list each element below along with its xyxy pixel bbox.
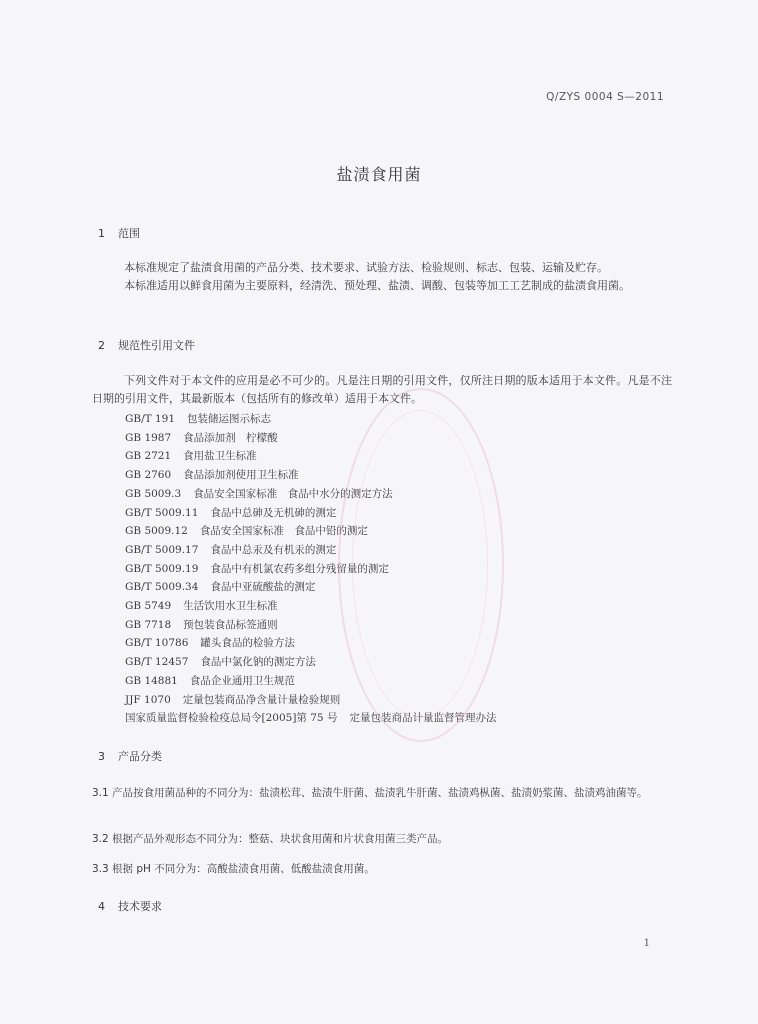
reference-title: 定量包装商品计量监督管理办法 — [349, 712, 497, 725]
clause-text: 根据产品外观形态不同分为：整菇、块状食用菌和片状食用菌三类产品。 — [112, 833, 449, 845]
reference-code: GB/T 5009.17 — [125, 543, 199, 556]
reference-code: GB 2760 — [125, 469, 172, 482]
reference-code: 国家质量监督检验检疫总局令[2005]第 75 号 — [125, 712, 338, 725]
reference-title: 食品中氯化钠的测定方法 — [200, 656, 316, 669]
clause-3-3 — [92, 860, 672, 878]
seal-stamp-inner — [352, 410, 488, 718]
section-1-heading — [98, 225, 140, 241]
reference-code: GB 5009.12 — [125, 525, 188, 538]
reference-title: 食用盐卫生标准 — [183, 450, 257, 463]
reference-title: 包装储运图示标志 — [187, 413, 272, 425]
reference-title: 食品添加剂 柠檬酸 — [183, 431, 278, 444]
document-title: 盐渍食用菌 — [336, 165, 422, 184]
reference-code: GB/T 5009.11 — [125, 506, 199, 519]
reference-title: 预包装食品标签通则 — [183, 618, 278, 631]
section-title: 产品分类 — [118, 750, 162, 763]
reference-code: GB/T 191 — [125, 413, 176, 425]
section-title: 规范性引用文件 — [118, 339, 195, 352]
reference-code: GB/T 5009.19 — [125, 562, 199, 575]
clause-text: 根据 pH 不同分为：高酸盐渍食用菌、低酸盐渍食用菌。 — [112, 863, 375, 875]
reference-code: GB/T 10786 — [125, 637, 189, 650]
reference-title: 食品安全国家标准 食品中铅的测定 — [199, 525, 368, 538]
reference-code: GB/T 12457 — [125, 656, 189, 669]
section-title: 范围 — [118, 227, 140, 240]
reference-code: JJF 1070 — [125, 693, 171, 706]
section-number: 4 — [98, 900, 105, 913]
clause-text: 产品按食用菌品种的不同分为：盐渍松茸、盐渍牛肝菌、盐渍乳牛肝菌、盐渍鸡枞菌、盐渍奶浆菌、盐渍鸡油菌等。 — [112, 787, 648, 799]
clause-3-1 — [92, 784, 672, 802]
section-number: 1 — [98, 227, 105, 240]
reference-code: GB/T 5009.34 — [125, 581, 199, 594]
section-number: 2 — [98, 339, 105, 352]
clause-number: 3.1 — [92, 787, 109, 799]
reference-title: 食品安全国家标准 食品中水分的测定方法 — [193, 487, 393, 500]
clause-3-2 — [92, 830, 672, 848]
reference-title: 食品添加剂使用卫生标准 — [183, 469, 299, 482]
page-number: 1 — [643, 938, 650, 949]
section-1-paragraph-1: 本标准规定了盐渍食用菌的产品分类、技术要求、试验方法、检验规则、标志、包装、运输及贮存。 — [124, 261, 608, 274]
clause-number: 3.3 — [92, 863, 109, 875]
reference-title: 食品中亚硫酸盐的测定 — [210, 581, 316, 594]
reference-code: GB 2721 — [125, 450, 172, 463]
reference-title: 食品企业通用卫生规范 — [189, 674, 295, 687]
section-2-heading — [98, 337, 195, 353]
section-number: 3 — [98, 750, 105, 763]
reference-code: GB 7718 — [125, 618, 172, 631]
reference-code: GB 1987 — [125, 431, 172, 444]
reference-title: 食品中总砷及无机砷的测定 — [210, 506, 337, 519]
clause-number: 3.2 — [92, 833, 109, 845]
reference-code: GB 14881 — [125, 674, 178, 687]
section-3-heading — [98, 748, 162, 764]
reference-title: 罐头食品的检验方法 — [200, 637, 295, 650]
reference-code: GB 5749 — [125, 600, 172, 613]
section-1-paragraph-2: 本标准适用以鲜食用菌为主要原料，经清洗、预处理、盐渍、调酸、包装等加工工艺制成的盐渍食用菌。 — [124, 279, 630, 292]
reference-title: 生活饮用水卫生标准 — [183, 600, 278, 613]
section-4-heading — [98, 898, 162, 914]
section-title: 技术要求 — [118, 900, 162, 913]
section-2-intro: 下列文件对于本文件的应用是必不可少的。凡是注日期的引用文件，仅所注日期的版本适用于本文件。凡是不注日期的引用文件，其最新版本（包括所有的修改单）适用于本文件。 — [92, 374, 672, 405]
reference-title: 食品中有机氯农药多组分残留量的测定 — [210, 562, 389, 575]
reference-title: 食品中总汞及有机汞的测定 — [210, 543, 337, 556]
reference-title: 定量包装商品净含量计量检验规则 — [182, 693, 341, 706]
reference-code: GB 5009.3 — [125, 487, 182, 500]
standard-code: Q/ZYS 0004 S—2011 — [546, 91, 664, 103]
